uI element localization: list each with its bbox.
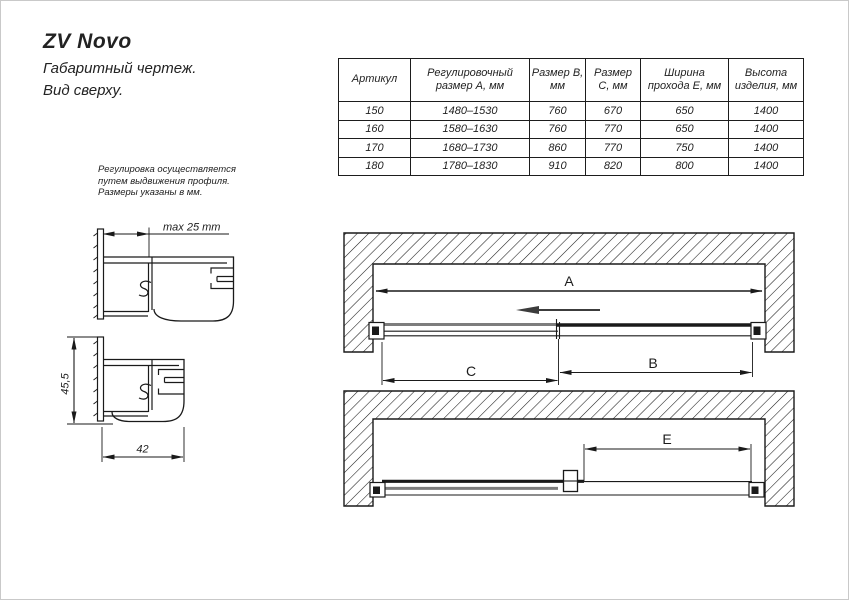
dimension-label-max-extension: max 25 mm	[163, 221, 221, 234]
cell-size-c: 770	[586, 120, 641, 139]
cell-size-a: 1680–1730	[411, 139, 530, 158]
profile-cross-section-drawing	[56, 211, 256, 471]
col-header-article: Артикул	[339, 59, 411, 102]
cell-height: 1400	[729, 120, 804, 139]
cell-article: 160	[339, 120, 411, 139]
dimension-label-e: E	[662, 431, 672, 447]
adjustment-note	[98, 164, 236, 199]
dimension-label-height: 45,5	[59, 373, 72, 395]
col-header-size-a: Регулировочный размер A, мм	[411, 59, 530, 102]
cell-height: 1400	[729, 102, 804, 121]
wall-profile-right	[749, 483, 764, 498]
note-line-3: Размеры указаны в мм.	[98, 187, 203, 198]
niche-wall-hatched	[344, 233, 794, 352]
col-header-width-e: Ширина прохода E, мм	[641, 59, 729, 102]
top-view-drawings	[336, 226, 806, 516]
cell-size-b: 860	[530, 139, 586, 158]
dimension-label-a: A	[564, 273, 574, 289]
profile-retracted	[67, 337, 184, 462]
col-header-size-c: Размер C, мм	[586, 59, 641, 102]
cell-height: 1400	[729, 139, 804, 158]
view-label: Вид сверху.	[43, 82, 124, 99]
cell-size-a: 1480–1530	[411, 102, 530, 121]
col-header-size-b: Размер B, мм	[530, 59, 586, 102]
cell-size-a: 1580–1630	[411, 120, 530, 139]
table-row	[339, 120, 804, 139]
cell-size-c: 670	[586, 102, 641, 121]
table-header-row	[339, 59, 804, 102]
view-door-open	[344, 391, 794, 506]
wall-profile-left	[369, 323, 384, 340]
wall-profile-right	[751, 323, 766, 340]
cell-width-e: 750	[641, 139, 729, 158]
drawing-type-label: Габаритный чертеж.	[43, 60, 197, 77]
cell-article: 180	[339, 157, 411, 176]
page-title: ZV Novo	[43, 30, 132, 53]
cell-size-c: 820	[586, 157, 641, 176]
table-row	[339, 139, 804, 158]
table-row	[339, 102, 804, 121]
col-header-height: Высота изделия, мм	[729, 59, 804, 102]
cell-size-c: 770	[586, 139, 641, 158]
note-line-1: Регулировка осуществляется	[98, 164, 236, 175]
wall-profile-left	[370, 483, 385, 498]
door-handle	[564, 471, 578, 492]
cell-size-b: 760	[530, 102, 586, 121]
cell-width-e: 650	[641, 102, 729, 121]
cell-height: 1400	[729, 157, 804, 176]
door-assembly-open	[370, 471, 764, 498]
dimension-label-c: C	[465, 363, 477, 379]
view-door-closed	[344, 233, 794, 385]
slide-direction-arrow	[516, 306, 600, 314]
cell-size-b: 760	[530, 120, 586, 139]
cell-size-a: 1780–1830	[411, 157, 530, 176]
cell-article: 170	[339, 139, 411, 158]
cell-width-e: 650	[641, 120, 729, 139]
table-row	[339, 157, 804, 176]
note-line-2: путем выдвижения профиля.	[98, 175, 230, 187]
profile-extended	[94, 228, 234, 322]
cell-size-b: 910	[530, 157, 586, 176]
dimension-label-b: B	[648, 355, 658, 371]
size-table	[338, 58, 804, 176]
cell-width-e: 800	[641, 157, 729, 176]
dimension-label-width: 42	[136, 443, 149, 456]
cell-article: 150	[339, 102, 411, 121]
door-assembly-closed	[369, 319, 766, 339]
